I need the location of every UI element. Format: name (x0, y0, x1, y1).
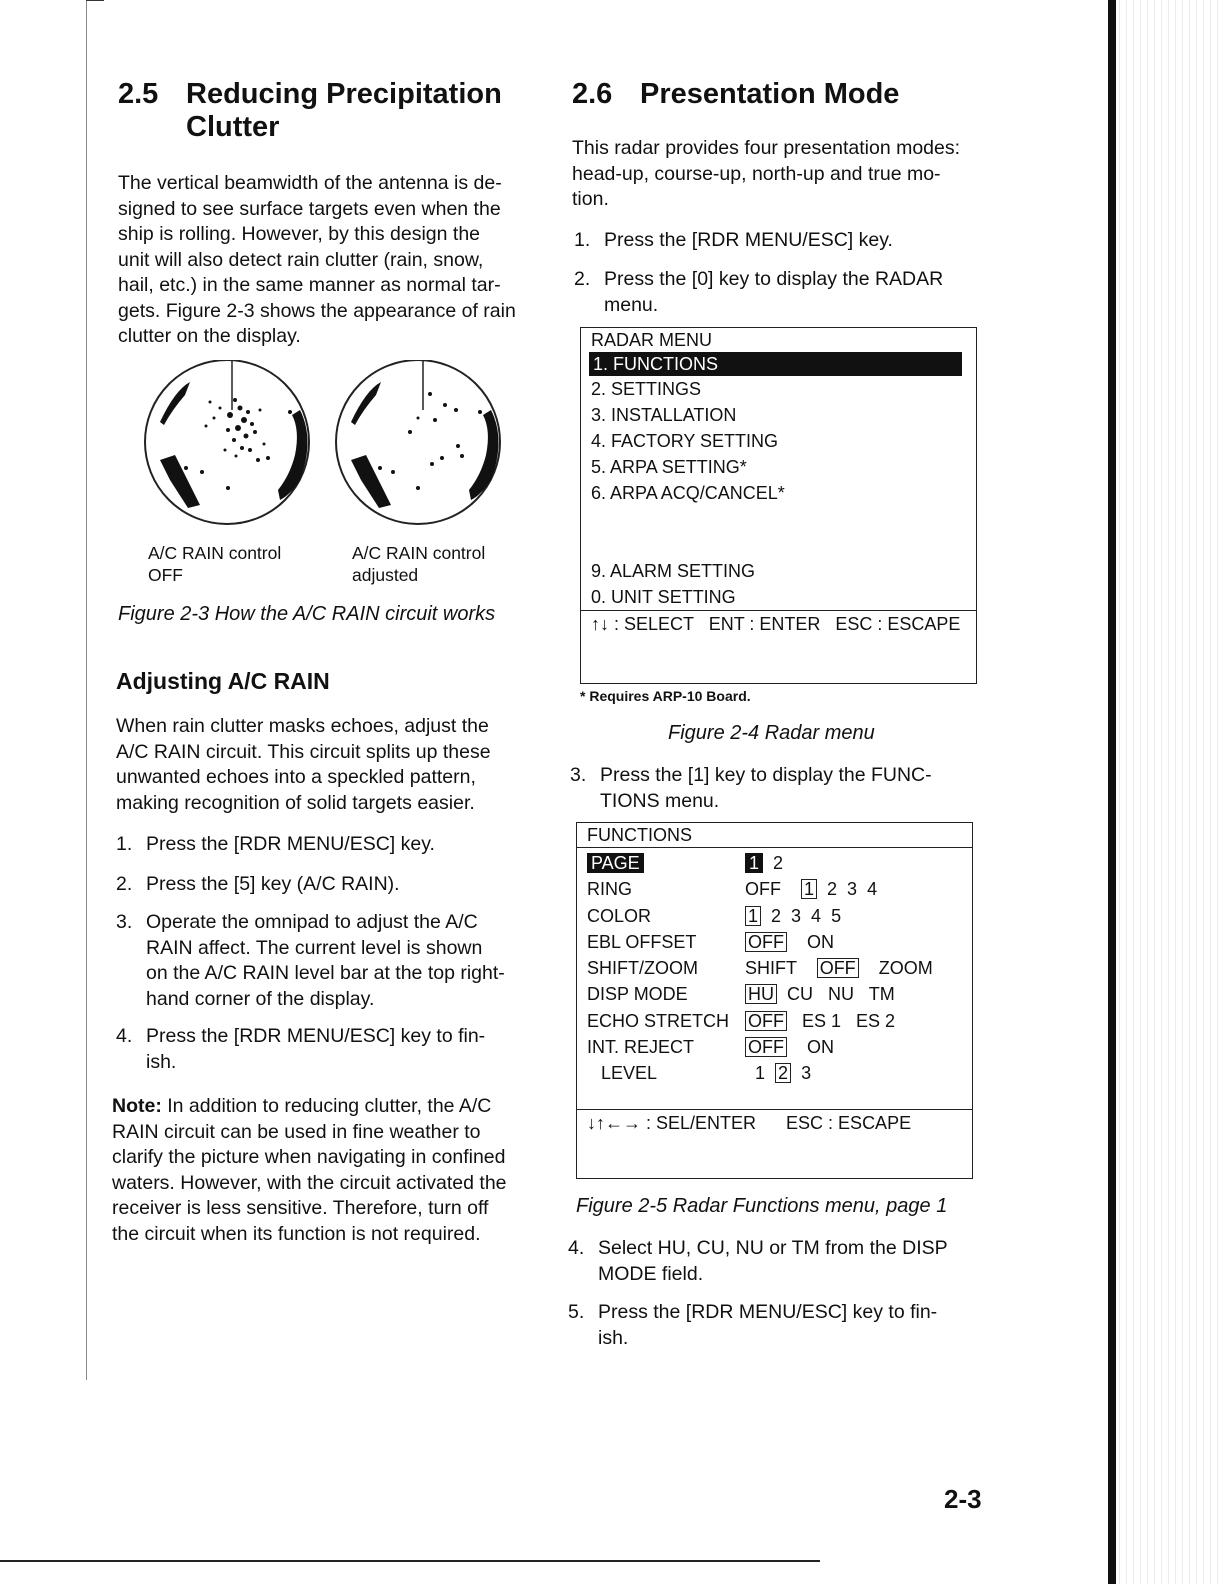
disp-options[interactable]: CU NU TM (787, 984, 895, 1005)
echo-stretch-label: ECHO STRETCH (587, 1010, 730, 1031)
step-text: Press the [1] key to display the FUNC- (600, 764, 932, 786)
text-line: unit will also detect rain clutter (rain, snow, (118, 248, 484, 271)
text-line: waters. However, with the circuit activated the (112, 1171, 507, 1194)
step-number: 5. (568, 1301, 585, 1323)
menu-item-settings[interactable]: 2. SETTINGS (591, 379, 702, 399)
text-line: unwanted echoes into a speckled pattern, (116, 766, 476, 788)
section-title-cont: Clutter (186, 111, 280, 143)
step-text: Press the [RDR MENU/ESC] key to fin- (146, 1025, 486, 1047)
int-option[interactable]: ON (807, 1037, 835, 1058)
ebl-selected[interactable]: OFF (745, 932, 787, 952)
step-number: 2. (574, 268, 591, 290)
note-label: Note: (112, 1095, 162, 1117)
subheading: Adjusting A/C RAIN (116, 668, 330, 694)
radar-figure (140, 360, 520, 530)
text-line: clarify the picture when navigating in confined (112, 1146, 506, 1168)
color-selected[interactable]: 1 (745, 906, 761, 926)
text-line: receiver is less sensitive. Therefore, turn off (112, 1197, 489, 1219)
page-option[interactable]: 2 (773, 853, 784, 873)
step-number: 3. (116, 911, 133, 933)
text-line: A/C RAIN circuit. This circuit splits up these (116, 740, 491, 763)
text-line: RAIN circuit can be used in fine weather to (112, 1120, 481, 1143)
intro-paragraph (118, 171, 538, 350)
int-reject-label: INT. REJECT (587, 1037, 695, 1058)
functions-menu (576, 822, 973, 1179)
label-line: A/C RAIN control (352, 543, 486, 563)
level-label: LEVEL (601, 1063, 658, 1084)
page-selected[interactable]: 1 (745, 853, 763, 873)
level-option[interactable]: 3 (801, 1063, 812, 1084)
step-text: Press the [RDR MENU/ESC] key. (146, 833, 435, 855)
text-line: clutter on the display. (118, 325, 301, 347)
menu-item-factory-setting[interactable]: 4. FACTORY SETTING (591, 431, 779, 451)
shift-zoom-label: SHIFT/ZOOM (587, 958, 698, 979)
page-number: 2-3 (944, 1484, 982, 1514)
ring-options[interactable]: 2 3 4 (827, 879, 878, 900)
menu-item-arpa-acq-cancel[interactable]: 6. ARPA ACQ/CANCEL* (591, 483, 785, 503)
menu-title: RADAR MENU (591, 330, 713, 350)
section-title: Presentation Mode (640, 78, 900, 110)
list-item (574, 267, 943, 318)
text-line: When rain clutter masks echoes, adjust the (116, 715, 489, 737)
step-number: 1. (116, 833, 133, 855)
menu-item-functions[interactable]: 1. FUNCTIONS (589, 352, 962, 376)
note-paragraph (112, 1094, 542, 1247)
figure-label-adjusted (352, 542, 485, 586)
text-line: making recognition of solid targets easier. (116, 791, 475, 814)
menu-footer: ↓↑←→ : SEL/ENTER ESC : ESCAPE (577, 1109, 972, 1136)
scope-adjusted (336, 360, 500, 524)
text-line: gets. Figure 2-3 shows the appearance of rain (118, 299, 516, 322)
ring-label: RING (587, 879, 632, 900)
step-text: Select HU, CU, NU or TM from the DISP (598, 1237, 948, 1259)
ebl-option[interactable]: ON (807, 931, 835, 952)
scope-off (145, 360, 309, 524)
functions-grid (587, 850, 972, 1087)
list-item (570, 763, 932, 814)
intro-paragraph (572, 136, 992, 213)
disp-mode-label: DISP MODE (587, 984, 688, 1005)
text-line: tion. (572, 188, 609, 210)
zoom-option[interactable]: ZOOM (878, 958, 933, 979)
ring-selected[interactable]: 1 (801, 879, 817, 899)
step-text: Press the [0] key to display the RADAR (604, 268, 944, 290)
step-text: Press the [RDR MENU/ESC] key. (604, 229, 893, 251)
shift-option[interactable]: SHIFT (745, 958, 797, 979)
step-number: 2. (116, 873, 133, 895)
section-title: Reducing Precipitation (186, 78, 502, 110)
figure-caption: Figure 2-4 Radar menu (668, 722, 875, 744)
level-selected[interactable]: 2 (775, 1063, 791, 1083)
step-text: menu. (604, 293, 659, 316)
text-line: hail, etc.) in the same manner as normal tar- (118, 274, 501, 296)
section-number: 2.6 (572, 78, 613, 110)
step-text: ish. (146, 1050, 177, 1073)
step-text: MODE field. (598, 1262, 704, 1285)
figure-caption: Figure 2-3 How the A/C RAIN circuit works (118, 603, 496, 625)
binding-edge (1108, 0, 1116, 1584)
text-line: head-up, course-up, north-up and true mo- (572, 162, 941, 185)
text-line: This radar provides four presentation modes: (572, 137, 961, 159)
figure-caption: Figure 2-5 Radar Functions menu, page 1 (576, 1195, 948, 1217)
menu-item-alarm-setting[interactable]: 9. ALARM SETTING (591, 561, 756, 581)
menu-item-installation[interactable]: 3. INSTALLATION (591, 405, 737, 425)
label-line: OFF (148, 565, 183, 585)
menu-item-unit-setting[interactable]: 0. UNIT SETTING (591, 587, 736, 607)
text-line: The vertical beamwidth of the antenna is de- (118, 172, 502, 194)
level-option[interactable]: 1 (755, 1063, 766, 1084)
section-2-6-heading (572, 78, 899, 111)
radar-menu (580, 327, 977, 684)
disp-selected[interactable]: HU (745, 984, 777, 1004)
page-label[interactable]: PAGE (587, 853, 644, 873)
list-item (574, 228, 893, 254)
step-text: Press the [5] key (A/C RAIN). (146, 873, 400, 895)
step-number: 4. (568, 1237, 585, 1259)
echo-selected[interactable]: OFF (745, 1011, 787, 1031)
label-line: adjusted (352, 565, 419, 585)
ebl-offset-label: EBL OFFSET (587, 931, 697, 952)
margin-rule (86, 0, 87, 1380)
list-item (116, 832, 435, 858)
menu-footer: ↑↓ : SELECT ENT : ENTER ESC : ESCAPE (581, 610, 976, 637)
step-text: on the A/C RAIN level bar at the top right- (146, 962, 505, 984)
step-text: hand corner of the display. (146, 987, 375, 1010)
step-text: TIONS menu. (600, 789, 720, 812)
step-text: RAIN affect. The current level is shown (146, 936, 483, 959)
list-item (568, 1300, 937, 1351)
section-number: 2.5 (118, 78, 159, 110)
step-number: 4. (116, 1025, 133, 1047)
echo-options[interactable]: ES 1 ES 2 (802, 1010, 896, 1031)
label-line: A/C RAIN control (148, 543, 282, 563)
bottom-rule (0, 1560, 820, 1562)
int-selected[interactable]: OFF (745, 1037, 787, 1057)
list-item (116, 1024, 485, 1075)
corner-mark (86, 0, 104, 1)
step-number: 3. (570, 764, 587, 786)
menu-item-arpa-setting[interactable]: 5. ARPA SETTING* (591, 457, 747, 477)
list-item (116, 872, 400, 898)
section-2-5-heading (118, 78, 538, 144)
step-text: Press the [RDR MENU/ESC] key to fin- (598, 1301, 938, 1323)
text-line: ship is rolling. However, by this design the (118, 223, 481, 245)
color-label: COLOR (587, 905, 652, 926)
text-line: In addition to reducing clutter, the A/C (161, 1095, 492, 1117)
footnote: * Requires ARP-10 Board. (580, 688, 751, 704)
color-options[interactable]: 2 3 4 5 (771, 905, 842, 926)
step-text: Operate the omnipad to adjust the A/C (146, 911, 478, 933)
text-line: the circuit when its function is not required. (112, 1222, 481, 1245)
ring-off[interactable]: OFF (745, 879, 781, 900)
sub-intro-paragraph (116, 714, 536, 816)
menu-title: FUNCTIONS (577, 823, 972, 848)
text-line: signed to see surface targets even when the (118, 197, 501, 220)
shift-selected[interactable]: OFF (817, 958, 859, 978)
list-item (568, 1236, 948, 1287)
step-text: ish. (598, 1326, 629, 1349)
scan-noise (1116, 0, 1224, 1584)
figure-label-off (148, 542, 281, 586)
list-item (116, 910, 505, 1012)
step-number: 1. (574, 229, 591, 251)
